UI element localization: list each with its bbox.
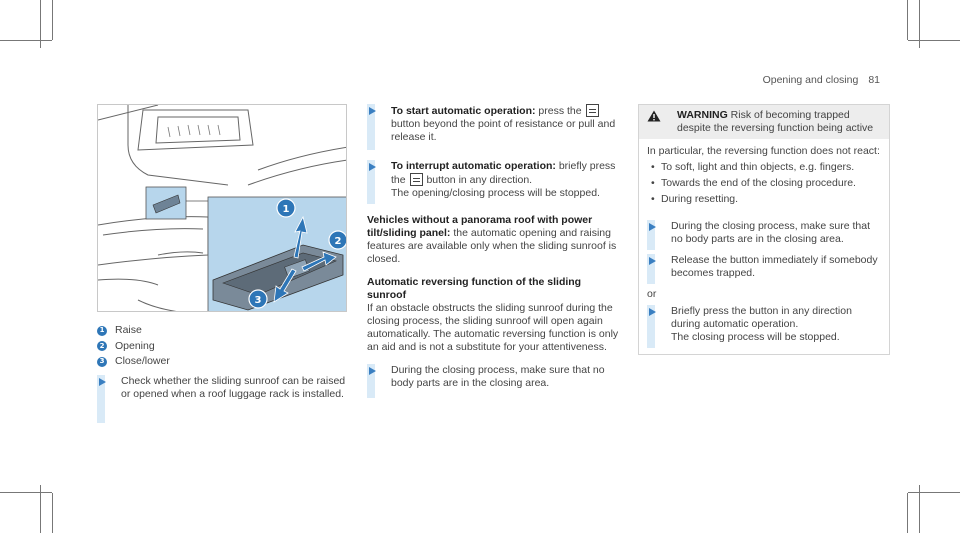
figure-legend — [97, 323, 357, 370]
page-number: 81 — [868, 74, 880, 86]
paragraph-heading: Vehicles without a panorama roof with power tilt/sliding panel: — [367, 214, 593, 239]
list-item — [647, 177, 881, 190]
step-text: During the closing process, make sure that no body parts are in the closing area. — [391, 364, 605, 389]
step-arrow-icon — [649, 257, 656, 265]
step-text: The opening/closing process will be stopped. — [391, 187, 600, 199]
step-arrow-icon — [369, 163, 376, 171]
list-item — [647, 161, 881, 174]
crop-mark — [907, 493, 908, 533]
step-text: press the — [538, 105, 582, 117]
step-text: Release the button immediately if somebody becomes trapped. — [671, 254, 878, 279]
list-item-text: To soft, light and thin objects, e.g. fingers. — [661, 161, 855, 173]
warning-header — [639, 105, 889, 139]
step-arrow-icon — [649, 308, 656, 316]
step-text: briefly press the — [391, 160, 616, 186]
warning-label: WARNING — [677, 109, 728, 121]
instruction-step — [647, 305, 881, 348]
list-item-text: During resetting. — [661, 193, 739, 205]
step-arrow-icon — [649, 223, 656, 231]
instruction-step — [367, 160, 622, 204]
warning-title: Risk of becoming trapped despite the reversing function being active — [677, 109, 874, 134]
crop-mark — [908, 40, 960, 41]
overhead-control-panel-drawing — [98, 105, 347, 312]
bullet-icon: • — [651, 193, 655, 205]
step-text: button beyond the point of resistance or pull and release it. — [391, 118, 616, 143]
crop-mark — [0, 492, 52, 493]
bullet-icon: • — [651, 177, 655, 189]
list-item-text: Towards the end of the closing procedure. — [661, 177, 856, 189]
instruction-step — [647, 254, 881, 284]
legend-item — [97, 339, 357, 355]
instruction-step — [97, 375, 355, 423]
legend-number: 2 — [97, 341, 107, 351]
instruction-step — [647, 220, 881, 250]
step-arrow-icon — [99, 378, 106, 386]
paragraph-text: the automatic opening and raising features are available only when the sliding sunroof is closed. — [367, 227, 617, 265]
step-arrow-icon — [369, 367, 376, 375]
sunroof-button-icon — [410, 173, 423, 186]
page-header — [763, 74, 880, 87]
paragraph-heading: Automatic reversing function of the sliding sunroof — [367, 276, 582, 301]
section-title: Opening and closing — [762, 74, 859, 86]
warning-box — [638, 104, 890, 355]
step-text: During the closing process, make sure that no body parts are in the closing area. — [671, 220, 871, 245]
legend-number: 3 — [97, 357, 107, 367]
callout-3-label: 3 — [254, 295, 262, 306]
step-heading: To start automatic operation: — [391, 105, 536, 117]
crop-mark — [52, 493, 53, 533]
bullet-icon: • — [651, 161, 655, 173]
sunroof-button-icon — [586, 104, 599, 117]
legend-item — [97, 354, 357, 370]
crop-mark — [907, 0, 908, 40]
step-heading: To interrupt automatic operation: — [391, 160, 556, 172]
crop-mark — [908, 492, 960, 493]
legend-label: Close/lower — [115, 355, 170, 368]
warning-intro: In particular, the reversing function does not react: — [647, 145, 880, 157]
legend-label: Opening — [115, 339, 155, 352]
legend-number: 1 — [97, 326, 107, 336]
warning-triangle-icon — [647, 110, 661, 122]
paragraph-text: If an obstacle obstructs the sliding sunroof during the closing process, the sliding sunroof will open again automatically. The automatic reversing function is only an aid and is not a substitute for your attentiveness. — [367, 302, 619, 353]
column-middle — [367, 104, 622, 398]
or-separator: or — [647, 288, 657, 300]
crop-mark — [0, 40, 52, 41]
sunroof-illustration — [97, 104, 347, 312]
step-text: The closing process will be stopped. — [671, 331, 840, 343]
step-text: Briefly press the button in any direction during automatic operation. — [671, 305, 852, 330]
instruction-step — [367, 104, 622, 150]
legend-item — [97, 323, 357, 339]
step-text: button in any direction. — [426, 174, 533, 186]
crop-mark — [52, 0, 53, 40]
legend-label: Raise — [115, 324, 142, 337]
callout-1-label: 1 — [282, 204, 290, 215]
step-arrow-icon — [369, 107, 376, 115]
warning-body — [639, 139, 889, 354]
callout-2-label: 2 — [334, 236, 342, 247]
instruction-step — [367, 364, 622, 398]
step-text: Check whether the sliding sunroof can be raised or opened when a roof luggage rack is installed. — [121, 375, 346, 400]
list-item — [647, 193, 881, 206]
